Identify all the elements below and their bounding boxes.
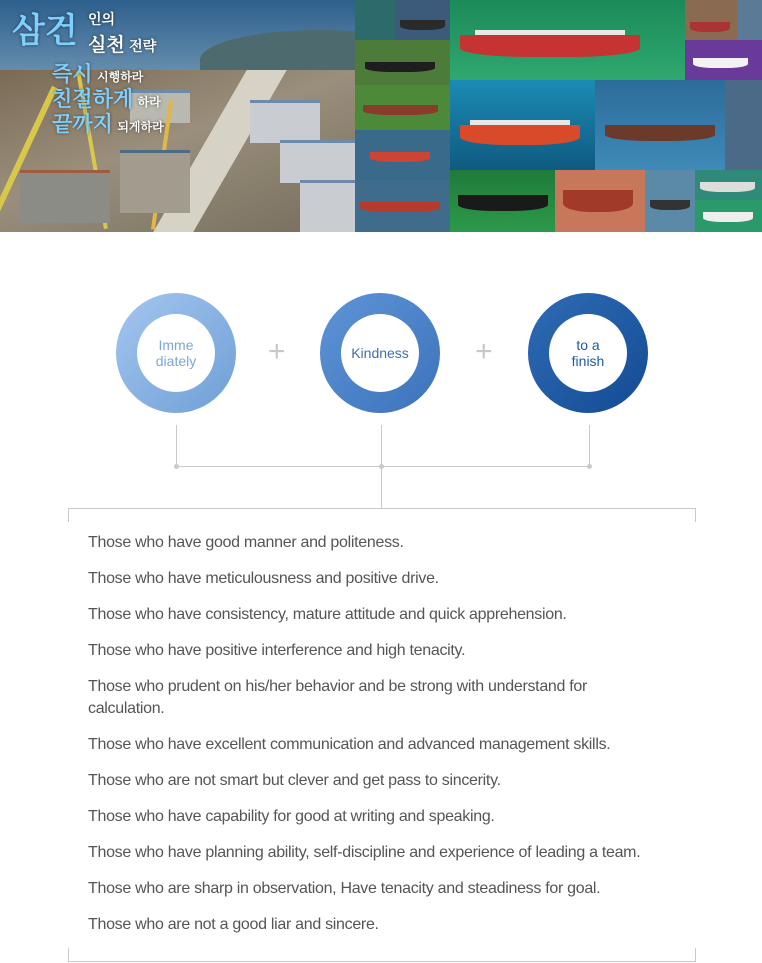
slogan-title-top: 인의 [88, 11, 116, 27]
list-item: Those who are not smart but clever and get pass to sincerity. [88, 772, 501, 789]
slogan-line1-big: 즉시 [52, 63, 93, 86]
value-circle-immediately [116, 293, 236, 413]
slogan-line3-big: 끝까지 [52, 113, 113, 136]
value-circle-to-a-finish [528, 293, 648, 413]
plus-icon: + [268, 335, 286, 368]
slogan-line2-small: 하라 [137, 95, 161, 109]
list-item: Those who have good manner and politeness. [88, 534, 404, 551]
slogan-title-suffix: 전략 [129, 38, 157, 54]
slogan-line1-small: 시행하라 [97, 70, 144, 84]
list-item: Those who have positive interference and high tenacity. [88, 642, 466, 659]
value-circle-kindness [320, 293, 440, 413]
list-item: Those who have meticulousness and positive drive. [88, 570, 439, 587]
value-label-immediately: Imme diately [137, 314, 215, 392]
list-item: Those who have excellent communication and advanced management skills. [88, 736, 611, 753]
traits-list [88, 532, 708, 950]
list-item: Those who have capability for good at writing and speaking. [88, 808, 495, 825]
slogan-line2-big: 친절하게 [52, 88, 134, 111]
value-label-kindness: Kindness [341, 314, 419, 392]
list-item: Those who have planning ability, self-discipline and experience of leading a team. [88, 844, 641, 861]
list-item: Those who have consistency, mature attitude and quick apprehension. [88, 606, 567, 623]
plus-icon: + [475, 335, 493, 368]
list-item: Those who prudent on his/her behavior and be strong with understand for calculation. [88, 678, 588, 717]
value-label-to-a-finish: to a finish [549, 314, 627, 392]
ship-photo-mosaic [355, 0, 762, 232]
slogan-line3-small: 되게하라 [117, 120, 164, 134]
shipyard-banner [0, 0, 762, 232]
slogan-title: 삼건 [12, 12, 78, 50]
list-item: Those who are not a good liar and sincere. [88, 916, 379, 933]
list-item: Those who are sharp in observation, Have tenacity and steadiness for goal. [88, 880, 601, 897]
slogan-title-right: 실천 [88, 35, 125, 56]
